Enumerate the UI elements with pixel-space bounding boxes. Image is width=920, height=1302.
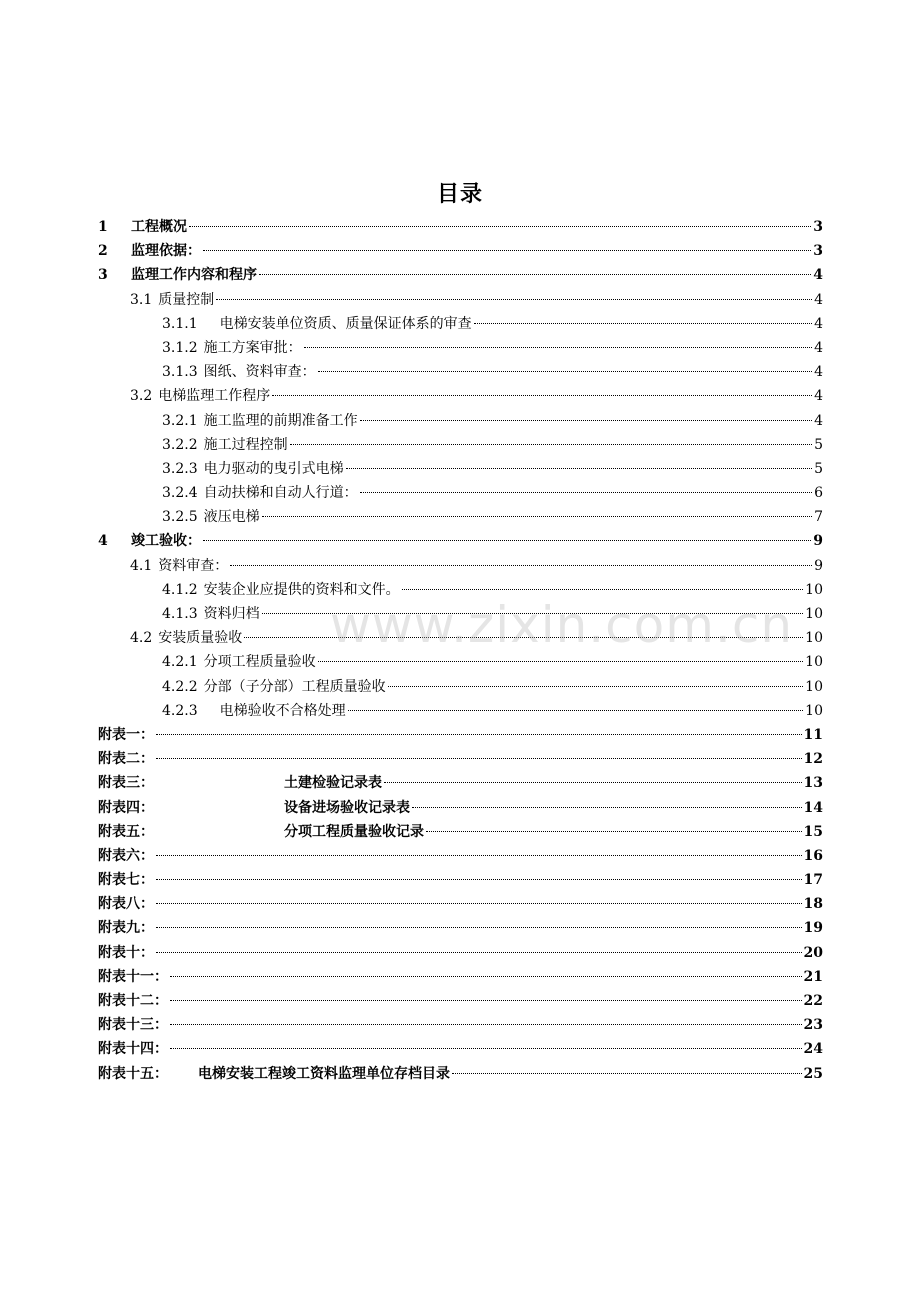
toc-entry-title: 资料审查： <box>158 557 229 574</box>
toc-entry[interactable] <box>98 240 823 264</box>
toc-entry[interactable] <box>98 530 823 554</box>
toc-entry-page-number: 4 <box>814 412 823 429</box>
toc-entry-number: 3.1.2 <box>162 339 198 356</box>
toc-entry[interactable] <box>98 966 823 990</box>
toc-entry[interactable] <box>98 385 823 409</box>
toc-entry[interactable] <box>98 410 823 434</box>
toc-entry[interactable] <box>98 1038 823 1062</box>
toc-entry-number: 3.1 <box>130 291 153 308</box>
toc-entry-page-number: 10 <box>805 654 823 671</box>
toc-entry-number: 附表十： <box>98 944 154 961</box>
toc-entry-title: 竣工验收： <box>131 533 201 550</box>
toc-entry-number: 3.2 <box>130 388 153 405</box>
toc-entry-page-number: 10 <box>805 630 823 647</box>
toc-entry-title: 施工过程控制 <box>203 436 288 453</box>
toc-entry[interactable] <box>98 603 823 627</box>
watermark: www.zixin.com.cn <box>330 596 794 654</box>
toc-entry-title: 液压电梯 <box>203 509 260 526</box>
toc-entry[interactable] <box>98 313 823 337</box>
toc-entry-page-number: 19 <box>803 920 823 937</box>
toc-entry[interactable] <box>98 772 823 796</box>
toc-entry-title: 电梯验收不合格处理 <box>219 702 346 719</box>
toc-dot-leader <box>384 782 802 783</box>
toc-entry-number: 4.1.2 <box>162 581 198 598</box>
toc-entry-page-number: 24 <box>803 1041 823 1058</box>
toc-title: 目录 <box>436 182 483 207</box>
toc-dot-leader <box>170 1048 802 1049</box>
toc-entry-page-number: 23 <box>803 1017 823 1034</box>
toc-dot-leader <box>318 371 812 372</box>
toc-dot-leader <box>348 710 804 711</box>
toc-entry-number: 附表八： <box>98 896 154 913</box>
toc-entry-page-number: 25 <box>803 1065 823 1082</box>
toc-entry-page-number: 12 <box>803 751 823 768</box>
toc-entry[interactable] <box>98 821 823 845</box>
toc-entry-page-number: 6 <box>814 485 823 502</box>
toc-entry-title: 安装质量验收 <box>158 630 243 647</box>
toc-dot-leader <box>412 807 802 808</box>
toc-dot-leader <box>170 1000 802 1001</box>
toc-entry-page-number: 15 <box>803 823 823 840</box>
toc-entry-number: 附表十四： <box>98 1041 168 1058</box>
toc-dot-leader <box>272 395 812 396</box>
toc-entry-page-number: 4 <box>814 364 823 381</box>
toc-entry-page-number: 11 <box>803 726 823 743</box>
toc-entry[interactable] <box>98 579 823 603</box>
toc-dot-leader <box>318 661 804 662</box>
toc-entry-page-number: 5 <box>814 436 823 453</box>
toc-entry-number: 附表十二： <box>98 993 168 1009</box>
toc-entry[interactable] <box>98 361 823 385</box>
toc-dot-leader <box>203 250 811 251</box>
toc-entry-number: 附表一： <box>98 726 154 743</box>
toc-dot-leader <box>262 516 812 517</box>
toc-entry-number: 3.2.4 <box>162 485 198 502</box>
toc-entry-title: 电力驱动的曳引式电梯 <box>203 460 344 477</box>
toc-entry-number: 附表二： <box>98 751 154 768</box>
toc-entry-title: 电梯监理工作程序 <box>158 388 271 405</box>
toc-entry-page-number: 4 <box>813 267 823 284</box>
toc-entry-title: 施工监理的前期准备工作 <box>203 412 358 429</box>
toc-entry[interactable] <box>98 434 823 458</box>
toc-entry-title: 监理依据： <box>131 243 201 260</box>
toc-dot-leader <box>156 855 802 856</box>
toc-dot-leader <box>259 274 811 275</box>
toc-entry-page-number: 4 <box>814 388 823 405</box>
toc-entry[interactable] <box>98 676 823 700</box>
toc-dot-leader <box>452 1073 802 1074</box>
toc-entry-number: 1 <box>98 219 108 235</box>
toc-dot-leader <box>304 347 812 348</box>
toc-entry-number: 附表十三： <box>98 1017 168 1034</box>
toc-dot-leader <box>360 492 812 493</box>
toc-entry-number: 4.2.1 <box>162 654 198 671</box>
toc-entry[interactable] <box>98 555 823 579</box>
toc-entry-page-number: 7 <box>814 509 823 526</box>
toc-dot-leader <box>290 444 812 445</box>
toc-entry-title: 分项工程质量验收记录 <box>284 823 424 840</box>
toc-entry-page-number: 4 <box>814 291 823 308</box>
toc-entry-page-number: 22 <box>803 993 823 1009</box>
toc-entry-number: 附表四： <box>98 799 154 816</box>
toc-entry-title: 分部（子分部）工程质量验收 <box>203 678 386 695</box>
toc-entry-number: 附表十一： <box>98 968 168 985</box>
toc-entry[interactable] <box>98 893 823 917</box>
toc-entry-title: 资料归档 <box>203 606 260 622</box>
toc-entry[interactable] <box>98 651 823 675</box>
toc-entry-page-number: 9 <box>813 533 823 550</box>
toc-dot-leader <box>474 323 812 324</box>
toc-dot-leader <box>244 637 803 638</box>
toc-dot-leader <box>156 758 802 759</box>
toc-dot-leader <box>156 903 802 904</box>
toc-entry-title: 土建检验记录表 <box>284 775 382 792</box>
toc-dot-leader <box>388 686 804 687</box>
toc-entry-title: 质量控制 <box>158 291 215 308</box>
toc-entry-title: 监理工作内容和程序 <box>131 267 257 284</box>
toc-entry[interactable] <box>98 700 823 724</box>
toc-entry-number: 2 <box>98 243 108 260</box>
toc-entry-page-number: 14 <box>803 799 823 816</box>
toc-entry-title: 安装企业应提供的资料和文件。 <box>203 581 400 598</box>
toc-entry[interactable] <box>98 942 823 966</box>
toc-entry-number: 4.2.2 <box>162 678 198 695</box>
toc-dot-leader <box>426 831 802 832</box>
toc-entry-number: 4.2 <box>130 630 153 647</box>
toc-entry[interactable] <box>98 264 823 288</box>
toc-entry-number: 附表七： <box>98 872 154 889</box>
toc-dot-leader <box>346 468 812 469</box>
toc-entry-number: 3.2.1 <box>162 412 198 429</box>
toc-entry-page-number: 16 <box>803 847 823 864</box>
toc-dot-leader <box>262 613 804 614</box>
toc-entry-title: 自动扶梯和自动人行道： <box>203 485 358 502</box>
toc-dot-leader <box>216 299 812 300</box>
toc-entry-page-number: 17 <box>803 872 823 889</box>
toc-entry-page-number: 5 <box>814 460 823 477</box>
toc-entry[interactable] <box>98 990 823 1014</box>
toc-entry-page-number: 4 <box>814 315 823 332</box>
toc-dot-leader <box>156 734 802 735</box>
toc-entry-page-number: 4 <box>814 339 823 356</box>
toc-dot-leader <box>402 589 804 590</box>
toc-entry[interactable] <box>98 748 823 772</box>
toc-dot-leader <box>170 1024 802 1025</box>
toc-entry[interactable] <box>98 506 823 530</box>
toc-entry-page-number: 20 <box>803 944 823 961</box>
toc-entry-title: 施工方案审批： <box>203 339 302 356</box>
toc-entry-page-number: 13 <box>803 775 823 792</box>
toc-entry-number: 4.1.3 <box>162 606 198 622</box>
toc-entry-number: 4.1 <box>130 557 153 574</box>
toc-dot-leader <box>360 420 812 421</box>
toc-dot-leader <box>156 879 802 880</box>
toc-entry-page-number: 10 <box>805 702 823 719</box>
toc-entry[interactable] <box>98 1014 823 1038</box>
toc-entry-number: 附表九： <box>98 920 154 937</box>
table-of-contents <box>98 216 823 1087</box>
toc-dot-leader <box>189 226 811 227</box>
toc-dot-leader <box>170 976 802 977</box>
toc-entry-title: 分项工程质量验收 <box>203 654 316 671</box>
toc-entry-number: 3.2.2 <box>162 436 198 453</box>
toc-entry-number: 4.2.3 <box>162 702 198 719</box>
toc-entry-title: 设备进场验收记录表 <box>284 799 410 816</box>
toc-entry-title: 图纸、资料审查： <box>203 364 316 381</box>
toc-entry-page-number: 10 <box>805 678 823 695</box>
toc-entry[interactable] <box>98 724 823 748</box>
toc-entry-number: 附表三： <box>98 775 154 792</box>
toc-entry[interactable] <box>98 845 823 869</box>
toc-dot-leader <box>203 540 811 541</box>
toc-entry-number: 3.1.1 <box>162 315 198 332</box>
toc-entry[interactable] <box>98 869 823 893</box>
toc-entry[interactable] <box>98 627 823 651</box>
toc-entry[interactable] <box>98 216 823 240</box>
toc-entry-page-number: 9 <box>814 557 823 574</box>
toc-entry-page-number: 10 <box>805 581 823 598</box>
toc-entry[interactable] <box>98 289 823 313</box>
toc-entry-number: 附表六： <box>98 847 154 864</box>
toc-entry-number: 3 <box>98 267 108 284</box>
toc-entry-page-number: 21 <box>803 968 823 985</box>
toc-entry-page-number: 18 <box>803 896 823 913</box>
toc-entry[interactable] <box>98 337 823 361</box>
toc-entry[interactable] <box>98 1063 823 1087</box>
toc-entry-number: 3.1.3 <box>162 364 198 381</box>
toc-entry-title: 电梯安装工程竣工资料监理单位存档目录 <box>198 1065 450 1082</box>
toc-entry[interactable] <box>98 917 823 941</box>
toc-entry-number: 3.2.3 <box>162 460 198 477</box>
toc-entry-number: 附表五： <box>98 823 154 840</box>
toc-entry[interactable] <box>98 482 823 506</box>
toc-entry-page-number: 3 <box>813 243 823 260</box>
toc-entry-title: 工程概况 <box>131 219 187 235</box>
toc-entry-title: 电梯安装单位资质、质量保证体系的审查 <box>219 315 472 332</box>
toc-entry-page-number: 10 <box>805 606 823 622</box>
toc-dot-leader <box>230 565 812 566</box>
toc-dot-leader <box>156 952 802 953</box>
toc-entry-number: 4 <box>98 533 108 550</box>
toc-entry-number: 3.2.5 <box>162 509 198 526</box>
toc-entry-number: 附表十五： <box>98 1065 168 1082</box>
toc-entry[interactable] <box>98 797 823 821</box>
toc-entry-page-number: 3 <box>813 219 823 235</box>
toc-entry[interactable] <box>98 458 823 482</box>
toc-dot-leader <box>156 927 802 928</box>
